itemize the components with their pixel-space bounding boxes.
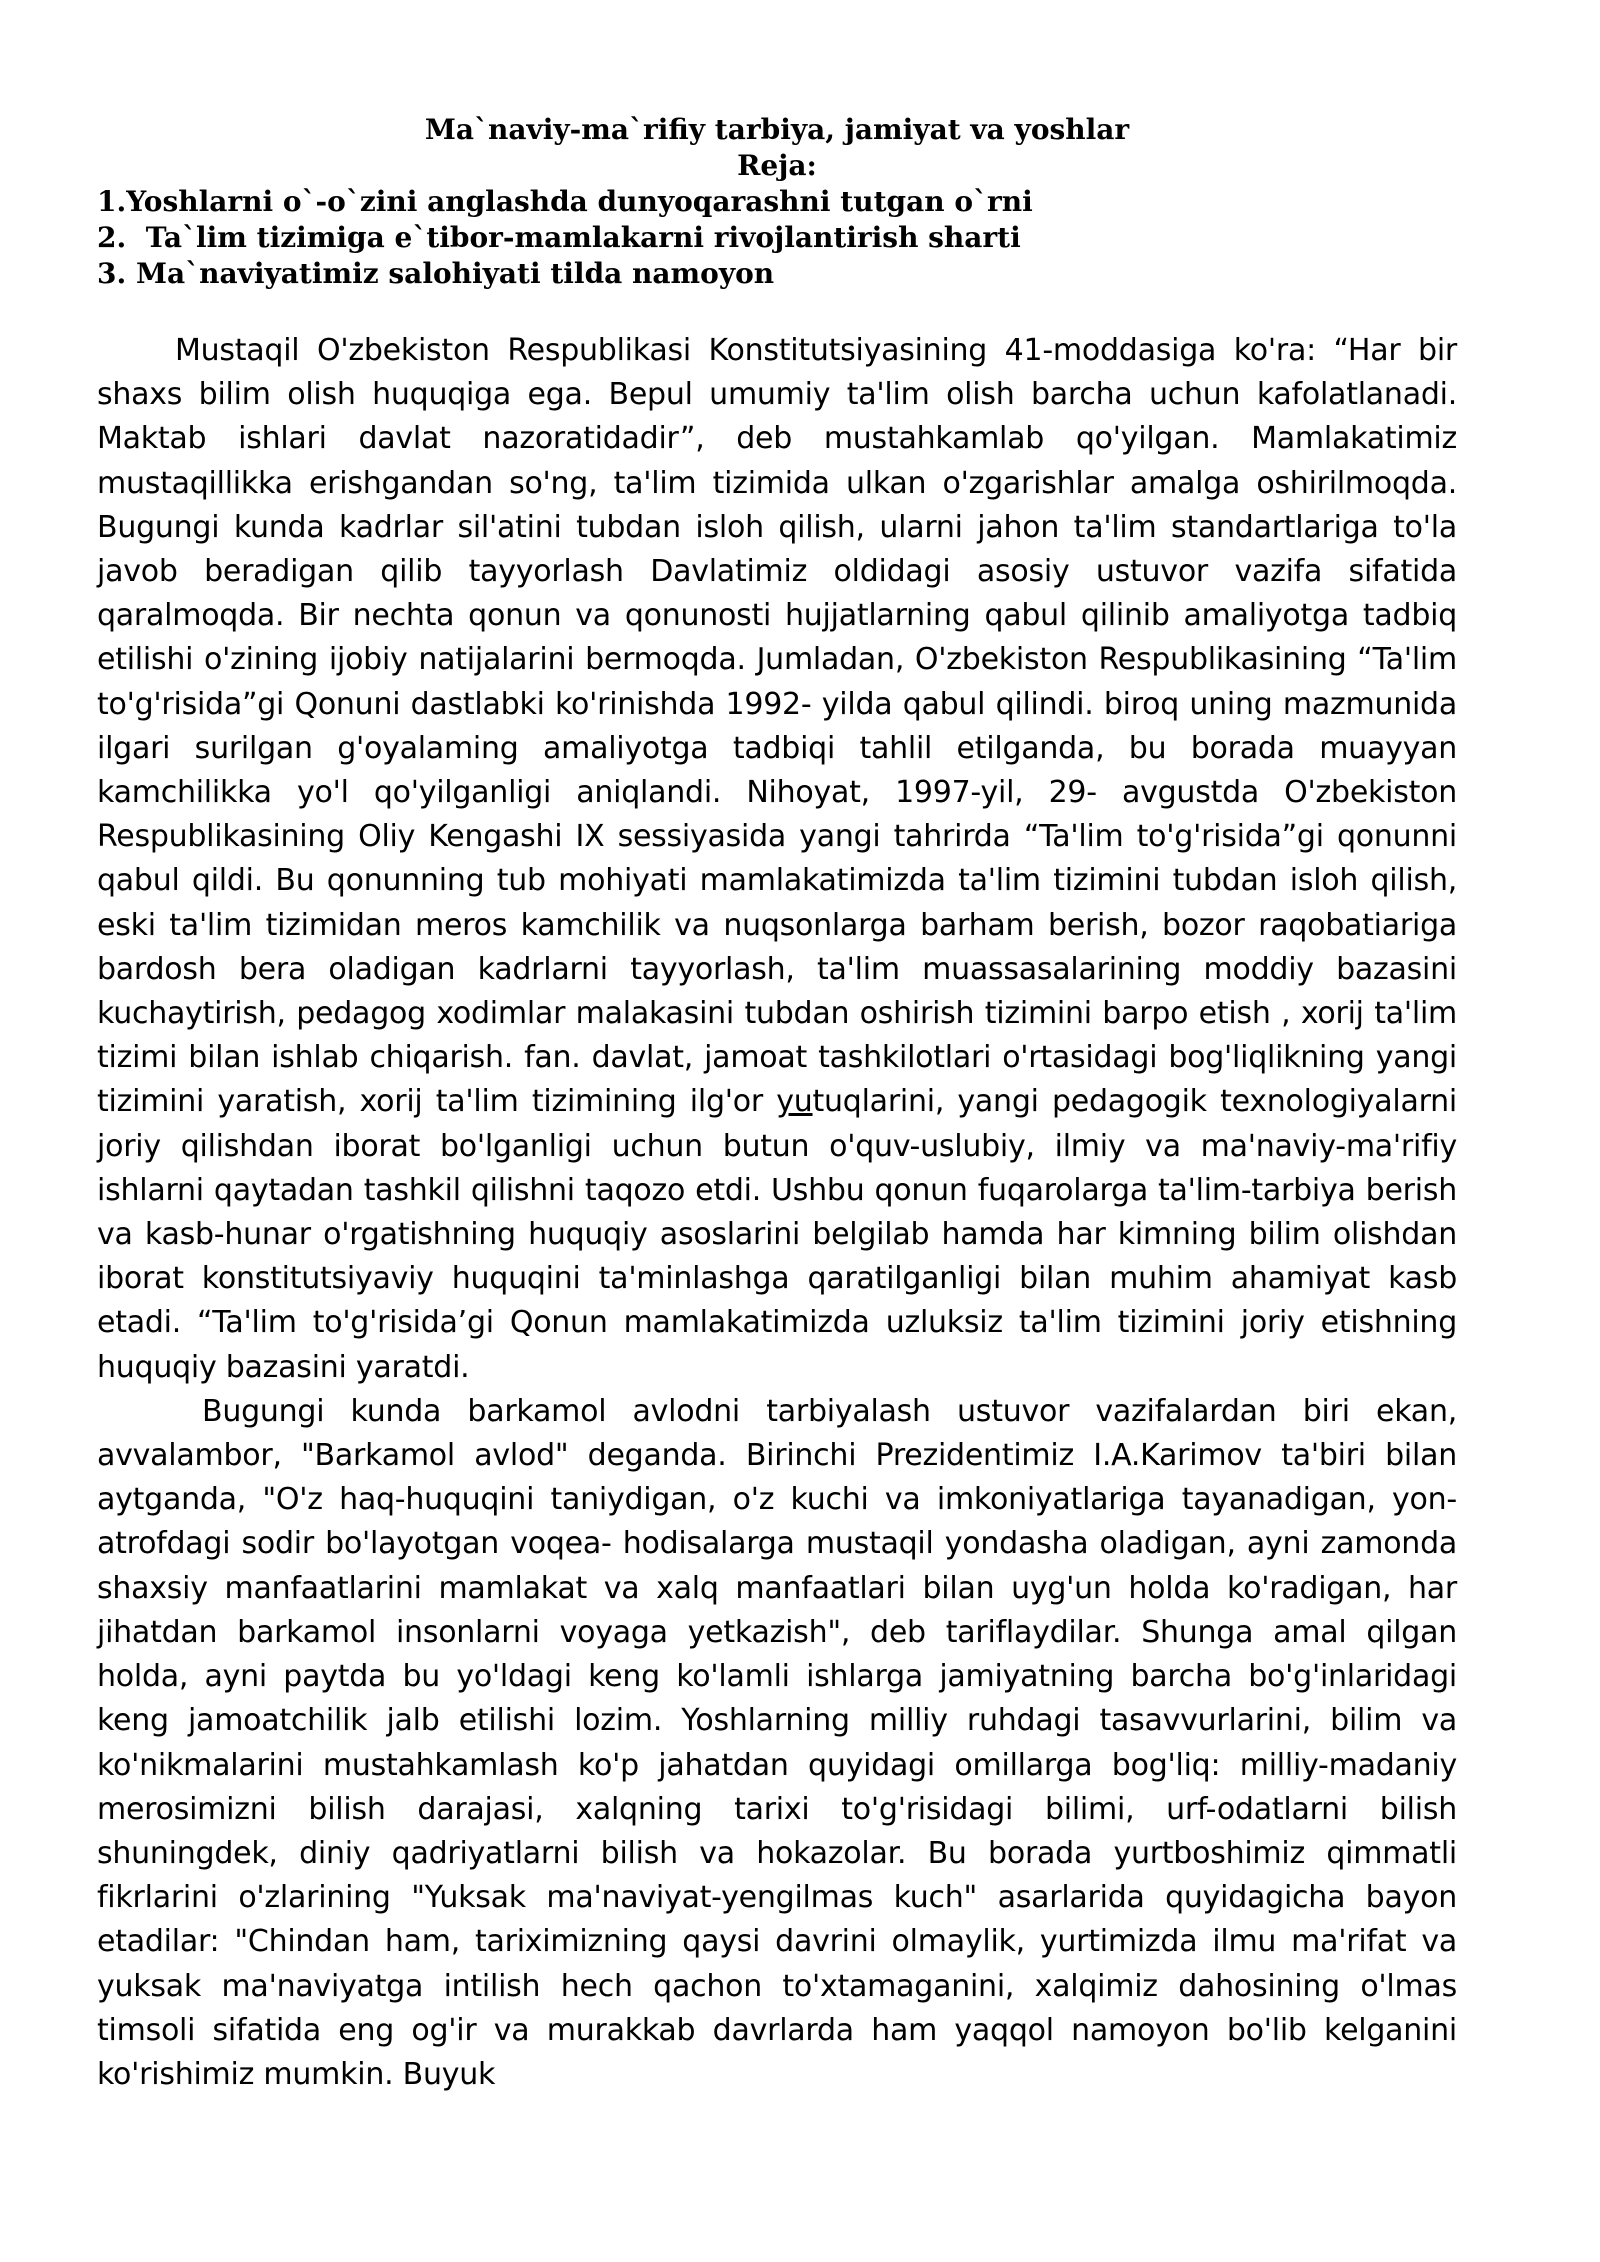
plan-item-1: 1.Yoshlarni o`-o`zini anglashda dunyoqarashni tutgan o`rni [97,185,1033,218]
paragraph-2: Bugungi kunda barkamol avlodni tarbiyalash ustuvor vazifalardan biri ekan, avvalambor, "Barkamol avlod" deganda. Birinchi Prezidentimiz I.A.Karimov ta'biri bilan aytganda, "O'z haq-huquqini taniydigan, o'z kuchi va imkoniyatlariga tayanadigan, yon-atrofdagi sodir bo'layotgan voqea- hodisalarga mustaqil yondasha oladigan, ayni zamonda shaxsiy manfaatlarini mamlakat va xalq manfaatlari bilan uyg'un holda ko'radigan, har jihatdan barkamol insonlarni voyaga yetkazish", deb tariflaydilar. Shunga amal qilgan holda, ayni paytda bu yo'ldagi keng ko'lamli ishlarga jamiyatning barcha bo'g'inlaridagi keng jamoatchilik jalb etilishi lozim. Yoshlarning milliy ruhdagi tasavvurlarini, bilim va ko'nikmalarini mustahkamlash ko'p jahatdan quyidagi omillarga bog'liq: milliy-madaniy merosimizni bilish darajasi, xalqning tarixi to'g'risidagi bilimi, urf-odatlarni bilish shuningdek, diniy qadriyatlarni bilish va hokazolar. Bu borada yurtboshimiz qimmatli fikrlarini o'zlarining "Yuksak ma'naviyat-yengilmas kuch" asarlarida quyidagicha bayon etadilar: "Chindan ham, tariximizning qaysi davrini olmaylik, yurtimizda ilmu ma'rifat va yuksak ma'naviyatga intilish hech qachon to'xtamaganini, xalqimiz dahosining o'lmas timsoli sifatida eng og'ir va murakkab davrlarda ham yaqqol namoyon bo'lib kelganini ko'rishimiz mumkin. Buyuk [97,1393,1457,2092]
plan-item-2: 2. Ta`lim tizimiga e`tibor-mamlakarni rivojlantirish sharti [97,221,1021,254]
body-text [97,329,1457,2097]
plan-list [97,184,1457,292]
paragraph-1-underlined-text: yu [776,1084,813,1120]
plan-heading: Reja: [737,149,817,182]
document-content [97,112,1457,2097]
paragraph-1-text-a: Mustaqil O'zbekiston Respublikasi Konstitutsiyasining 41-moddasiga ko'ra: “Har bir shaxs bilim olish huquqiga ega. Bepul umumiy ta'lim olish barcha uchun kafolatlanadi. Maktab ishlari davlat nazoratidadir”, deb mustahkamlab qo'yilgan. Mamlakatimiz mustaqillikka erishgandan so'ng, ta'lim tizimida ulkan o'zgarishlar amalga oshirilmoqda. Bugungi kunda kadrlar sil'atini tubdan isloh qilish, ularni jahon ta'lim standartlariga to'la javob beradigan qilib tayyorlash Davlatimiz oldidagi asosiy ustuvor vazifa sifatida qaralmoqda. Bir nechta qonun va qonunosti hujjatlarning qabul qilinib amaliyotga tadbiq etilishi o'zining ijobiy natijalarini bermoqda. Jumladan, O'zbekiston Respublikasining “Ta'lim to'g'risida”gi Qonuni dastlabki ko'rinishda 1992- yilda qabul qilindi. biroq uning mazmunida ilgari surilgan g'oyalaming amaliyotga tadbiqi tahlil etilganda, bu borada muayyan kamchilikka yo'l qo'yilganligi aniqlandi. Nihoyat, 1997-yil, 29- avgustda O'zbekiston Respublikasining Oliy Kengashi IX sessiyasida yangi tahrirda “Ta'lim to'g'risida”gi qonunni qabul qildi. Bu qonunning tub mohiyati mamlakatimizda ta'lim tizimini tubdan isloh qilish, eski ta'lim tizimidan meros kamchilik va nuqsonlarga barham berish, bozor raqobatiariga bardosh bera oladigan kadrlarni tayyorlash, ta'lim muassasalarining moddiy bazasini kuchaytirish, pedagog xodimlar malakasini tubdan oshirish tizimini barpo etish , xorij ta'lim tizimi bilan ishlab chiqarish. fan. davlat, jamoat tashkilotlari o'rtasidagi bog'liqlikning yangi tizimini yaratish, xorij ta'lim tizimining ilg'or [97,333,1457,1120]
paragraph-1-text-b: tuqlarini, yangi pedagogik texnologiyalarni joriy qilishdan iborat bo'lganligi uchun butun o'quv-uslubiy, ilmiy va ma'naviy-ma'rifiy ishlarni qaytadan tashkil qilishni taqozo etdi. Ushbu qonun fuqarolarga ta'lim-tarbiya berish va kasb-hunar o'rgatishning huquqiy asoslarini belgilab hamda har kimning bilim olishdan iborat konstitutsiyaviy huquqini ta'minlashga qaratilganligi bilan muhim ahamiyat kasb etadi. “Ta'lim to'g'risida’gi Qonun mamlakatimizda uzluksiz ta'lim tizimini joriy etishning huquqiy bazasini yaratdi. [97,1084,1457,1385]
paragraph-1 [97,329,1457,1390]
document-title: Ma`naviy-ma`rifiy tarbiya, jamiyat va yoshlar [424,113,1130,146]
plan-item-3: 3. Ma`naviyatimiz salohiyati tilda namoyon [97,257,775,290]
